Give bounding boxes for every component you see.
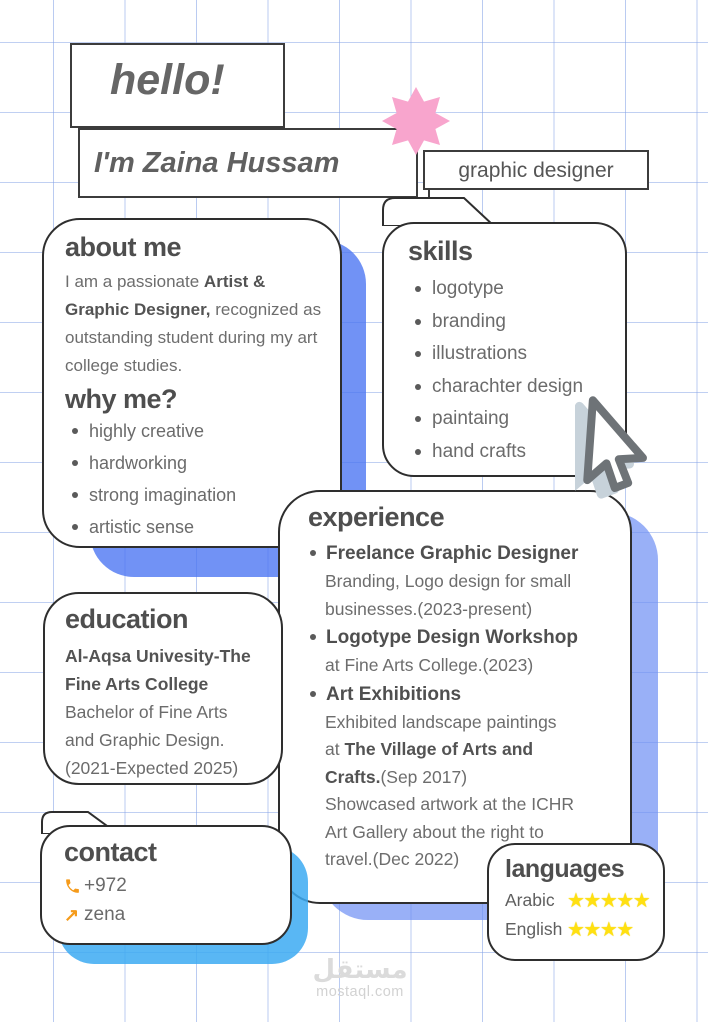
languages-card	[487, 843, 665, 961]
experience-item	[308, 539, 620, 623]
watermark-site: mostaql.com	[316, 984, 404, 1000]
watermark-logo: مستقل	[312, 955, 408, 985]
why-me-item-label: strong imagination	[89, 485, 237, 505]
text-segment: Showcased artwork at the ICHR	[325, 794, 574, 814]
why-me-title: why me?	[65, 384, 178, 414]
contact-title: contact	[64, 837, 157, 867]
skill-item	[408, 273, 617, 306]
about-intro: I am a passionate Artist & Graphic Designer, recognized as outstanding student during my art college studies.	[65, 272, 322, 375]
education-line	[65, 726, 273, 754]
skill-item-label: hand crafts	[432, 440, 526, 462]
name-text: I'm Zaina Hussam	[94, 147, 340, 179]
bullet-dot	[310, 634, 316, 640]
skills-bubble-tail	[378, 190, 500, 226]
language-name: Arabic	[505, 890, 555, 910]
education-line	[65, 642, 273, 670]
skill-item-label: charachter design	[432, 375, 584, 397]
bullet-dot	[310, 550, 316, 556]
contact-handle: zena	[84, 904, 126, 925]
text-segment: (Sep 2017)	[380, 766, 468, 787]
text-segment: businesses.(2023-present)	[325, 598, 533, 619]
bullet-dot	[415, 351, 421, 357]
phone-icon	[64, 878, 84, 895]
contact-link-row[interactable]	[64, 904, 282, 926]
education-card	[43, 592, 283, 785]
languages-title: languages	[505, 855, 625, 883]
bullet-dot	[72, 524, 78, 530]
text-segment: Al-Aqsa Univesity-The	[65, 646, 251, 666]
watermark	[288, 956, 432, 1000]
role-box	[423, 150, 649, 190]
education-lines	[65, 642, 273, 782]
text-segment: at	[325, 739, 345, 759]
experience-role-label: Freelance Graphic Designer	[326, 543, 579, 564]
bullet-dot	[72, 492, 78, 498]
hello-box	[70, 43, 285, 128]
education-line	[65, 698, 273, 726]
contact-card	[40, 825, 292, 945]
contact-phone-row[interactable]	[64, 875, 282, 897]
bullet-dot	[72, 428, 78, 434]
language-row	[505, 917, 657, 942]
why-me-item-label: hardworking	[89, 453, 188, 473]
education-line	[65, 670, 273, 698]
text-segment: (2021-Expected 2025)	[65, 758, 239, 778]
experience-role	[308, 623, 620, 652]
education-title: education	[65, 604, 189, 634]
text-segment: at Fine Arts College.(2023)	[325, 655, 534, 675]
cursor-pointer-icon	[575, 382, 690, 510]
experience-list	[308, 539, 620, 874]
skill-item-label: illustrations	[432, 343, 528, 364]
contact-phone: +972	[84, 875, 127, 896]
bullet-dot	[415, 416, 421, 422]
experience-role	[308, 539, 620, 568]
text-segment: Art Gallery about the right to	[325, 821, 544, 842]
text-segment: Crafts.	[325, 766, 381, 787]
role-text: graphic designer	[458, 159, 614, 182]
languages-list	[505, 888, 657, 942]
text-segment: and Graphic Design.	[65, 730, 225, 750]
why-me-item-label: highly creative	[89, 421, 205, 441]
experience-detail-line	[325, 568, 620, 596]
why-me-item-label: artistic sense	[89, 517, 195, 537]
experience-detail-line	[325, 736, 620, 764]
greeting-text: hello!	[110, 56, 225, 104]
experience-title: experience	[308, 502, 445, 532]
experience-card	[278, 490, 632, 904]
experience-role	[308, 680, 620, 709]
skill-item-label: paintaing	[432, 408, 510, 429]
about-title: about me	[65, 232, 182, 262]
skills-title: skills	[408, 236, 473, 266]
name-box	[78, 128, 418, 198]
why-me-item	[65, 447, 322, 479]
experience-detail-line	[325, 819, 620, 847]
skill-item	[408, 338, 617, 371]
experience-detail-line	[325, 791, 620, 819]
language-name: English	[505, 919, 563, 939]
experience-item	[308, 623, 620, 680]
arrow-up-right-icon: ↗	[64, 904, 80, 925]
star-rating: ★★★★★	[567, 890, 650, 912]
bullet-dot	[415, 449, 421, 455]
experience-role-label: Logotype Design Workshop	[326, 627, 578, 648]
text-segment: Fine Arts College	[65, 674, 209, 694]
text-segment: The Village of Arts and	[344, 739, 534, 759]
skill-item-label: logotype	[432, 278, 504, 299]
experience-detail-line	[325, 596, 620, 624]
experience-detail-line	[325, 709, 620, 737]
experience-detail-line	[325, 764, 620, 792]
bullet-dot	[415, 384, 421, 390]
text-segment: Branding, Logo design for small	[325, 571, 572, 591]
bullet-dot	[72, 460, 78, 466]
skill-item	[408, 306, 617, 339]
experience-detail-line	[325, 652, 620, 680]
why-me-item	[65, 479, 322, 511]
bullet-dot	[415, 319, 421, 325]
bullet-dot	[415, 286, 421, 292]
experience-role-label: Art Exhibitions	[326, 683, 462, 705]
why-me-item	[65, 415, 322, 447]
bullet-dot	[310, 691, 316, 697]
text-segment: travel.(Dec 2022)	[325, 849, 460, 869]
starburst-icon	[380, 86, 452, 156]
skill-item-label: branding	[432, 310, 506, 332]
star-rating: ★★★★	[567, 919, 633, 941]
text-segment: Exhibited landscape paintings	[325, 711, 557, 732]
language-row	[505, 888, 657, 913]
education-line	[65, 754, 273, 782]
text-segment: Bachelor of Fine Arts	[65, 702, 228, 722]
